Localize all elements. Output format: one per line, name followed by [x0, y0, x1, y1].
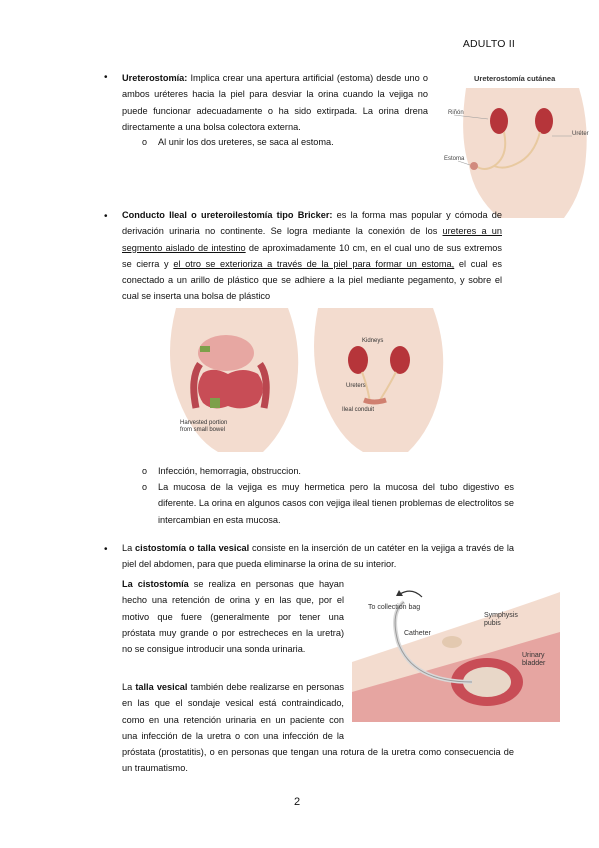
conducto-sub-2: La mucosa de la vejiga es muy hermetica pero la mucosa del tubo digestivo es diferente. La orina en algunos casos con vejiga ileal tienen problemas de electrolitos se intercambian en esta mucosa.: [158, 482, 514, 525]
label-ureter: Uréter: [572, 131, 589, 137]
bullet-dot: •: [104, 211, 108, 222]
float-spacer: [344, 679, 514, 728]
label-harvested-portion: Harvested portion from small bowel: [180, 420, 228, 433]
running-header: ADULTO II: [462, 38, 515, 50]
label-kidneys: Kidneys: [362, 338, 384, 344]
label-to-collection-bag: To collection bag: [368, 604, 421, 611]
ureterostomy-illustration: [444, 66, 594, 218]
bullet-dot: •: [104, 544, 108, 555]
sub-bullet-o: o: [142, 466, 148, 476]
cistostomia-paragraph-1: [122, 576, 344, 657]
conducto-paragraph: [122, 207, 502, 305]
figure-ureterostomia: [444, 66, 594, 218]
conducto-text-1: es la forma mas popular y cómoda de derivación urinaria no continente. Se logra mediante la conexión de los: [122, 210, 503, 237]
cistostomia-intro-b: consiste en la inserción de un catéter en la vejiga a través de la piel del abdomen, para que pueda eliminarse la orina de su interior.: [122, 543, 514, 570]
ureterostomia-sub: Al unir los dos ureteres, se saca al estoma.: [158, 137, 334, 147]
term-conducto-ileal: Conducto Ileal o ureteroilestomía tipo Bricker:: [122, 210, 333, 220]
conducto-sub-1: Infección, hemorragia, obstruccion.: [158, 466, 301, 476]
figure-ileal-conduit: [158, 308, 452, 452]
cistostomia-p1-text: se realiza en personas que hayan hecho una retención de orina y en las que, por el motivo que fuere (generalmente por tener una próstata muy grande o por estrecheces en la uretra) no se consigue introducir una sonda urinaria.: [122, 579, 344, 655]
conducto-underline-2: el otro se exterioriza a través de la piel para formar un estoma,: [173, 258, 455, 269]
cistostomia-intro-a: La: [122, 543, 136, 553]
label-symphysis-pubis: Symphysis pubis: [484, 612, 518, 627]
cistostomia-p2-a: La: [122, 682, 136, 692]
term-cistostomia: cistostomía o talla vesical: [135, 543, 250, 553]
cistostomia-p2-text: también debe realizarse en personas en las que el sondaje vesical está contraindicado, como en una retención urinaria en un paciente con una infección de la uretra o con una infección de la próstata (prostatitis), o en personas que tengan una rotura de la uretra como consecuencia de un traumatismo.: [122, 682, 514, 774]
bullet-dot: •: [104, 72, 108, 83]
term-talla-vesical: talla vesical: [135, 682, 188, 692]
term-cistostomia-2: La cistostomía: [122, 579, 189, 589]
cistostomia-intro: [122, 540, 514, 573]
conducto-underline-1: ureteres a un segmento aislado de intestino: [122, 226, 502, 253]
conducto-text-2: de aproximadamente 10 cm, en el cual uno de sus extremos se cierra y: [122, 242, 503, 269]
conducto-text-3: el cual es conectado a un arillo de plástico que se adhiere a la piel mediante pegamento, y sobre el cual se inserta una bolsa de plástico: [122, 258, 502, 302]
page-number: 2: [294, 796, 301, 808]
ureterostomia-text: Implica crear una apertura artificial (estoma) desde uno o ambos uréteres hacia la piel para desviar la orina cuando la vejiga no puede funcionar adecuadamente o ha sido extirpada. La orina drena directamente a una bolsa colectora externa.: [122, 73, 428, 132]
label-rinon: Riñón: [448, 110, 464, 116]
sub-bullet-o: o: [142, 137, 148, 147]
cistostomia-paragraph-2: [122, 679, 514, 777]
sub-bullet-o: o: [142, 482, 148, 492]
ureterostomia-paragraph: [122, 70, 428, 135]
label-catheter: Catheter: [404, 630, 431, 637]
label-ureters: Ureters: [346, 383, 366, 389]
label-ileal-conduit: Ileal conduit: [342, 407, 375, 413]
label-urinary-bladder: Urinary bladder: [522, 652, 546, 667]
term-ureterostomia: Ureterostomía:: [122, 73, 188, 83]
figure-title: Ureterostomía cutánea: [474, 74, 556, 83]
label-estoma: Estoma: [444, 156, 465, 162]
